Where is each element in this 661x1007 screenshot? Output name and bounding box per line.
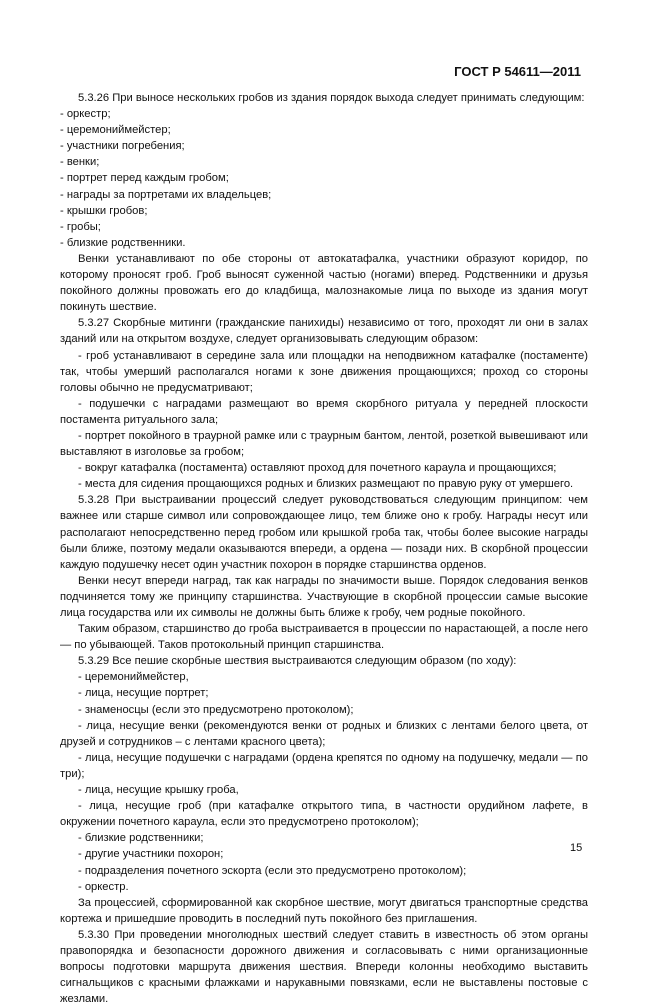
list-item: - лица, несущие гроб (при катафалке открытого типа, в частности орудийном лафете, в окружении почетного караула, если это предусмотрено протоколом); — [60, 800, 588, 829]
list-item: - портрет покойного в траурной рамке или с траурным бантом, лентой, розеткой вывешивают или выставляют в изголовье за гробом; — [60, 429, 588, 459]
list-item: - оркестр. — [78, 880, 129, 893]
paragraph: 5.3.26 При выносе нескольких гробов из здания порядок выхода следует принимать следующим: — [78, 92, 585, 104]
list-item: - награды за портретами их владельцев; — [60, 188, 272, 201]
list-item: - лица, несущие венки (рекомендуются венки от родных и близких с лентами белого цвета, от друзей и сотрудников – с лентами красного цвета); — [60, 719, 588, 748]
list-item: - лица, несущие подушечки с наградами (ордена крепятся по одному на подушечку, медали — по три); — [60, 751, 588, 780]
list-item: - крышки гробов; — [60, 204, 148, 217]
paragraph: 5.3.28 При выстраивании процессий следует руководствоваться следующим принципом: чем важнее или старше символ или сопровождающее лицо, тем ближе оно к гробу. Награды несут или располагают непосредственно перед гробом или крышкой гроба так, чтобы более высокие награды были ближе, поэтому медали оказываются впереди, а ордена — позади них. В скорбной процессии каждую подушечку несет один участник похорон в порядке старшинства орденов. — [60, 494, 588, 571]
list-item: - места для сидения прощающихся родных и близких размещают по правую руку от умершего. — [78, 478, 574, 491]
list-item: - церемониймейстер; — [60, 124, 171, 137]
document-id: ГОСТ Р 54611—2011 — [454, 64, 581, 79]
list-item: - подразделения почетного эскорта (если это предусмотрено протоколом); — [78, 864, 467, 877]
list-item: - другие участники похорон; — [78, 848, 224, 861]
paragraph: Венки устанавливают по обе стороны от автокатафалка, участники образуют коридор, по которому проносят гроб. Гроб выносят суженной частью (ногами) вперед. Родственники и друзья покойного должны провожать его до кладбища, малознакомые лица по выходе из здания могут покинуть шествие. — [60, 252, 588, 314]
list-item: - подушечки с наградами размещают во время скорбного ритуала у передней плоскости постамента ритуального зала; — [60, 397, 588, 426]
list-item: - оркестр; — [60, 108, 111, 121]
list-item: - гробы; — [60, 220, 101, 233]
list-item: - вокруг катафалка (постамента) оставляют проход для почетного караула и прощающихся; — [78, 462, 557, 475]
list-item: - лица, несущие портрет; — [78, 687, 209, 700]
list-item: - венки; — [60, 156, 100, 169]
page-number: 15 — [570, 842, 583, 854]
paragraph: Таким образом, старшинство до гроба выстраивается в процессии по нарастающей, а после него — по убывающей. Таков протокольный принцип старшинства. — [60, 623, 588, 652]
list-item: - церемониймейстер, — [78, 671, 189, 684]
list-item: - участники погребения; — [60, 140, 185, 153]
paragraph: 5.3.27 Скорбные митинги (гражданские панихиды) независимо от того, проходят ли они в залах зданий или на открытом воздухе, следует организовывать следующим образом: — [60, 317, 588, 346]
paragraph: 5.3.29 Все пешие скорбные шествия выстраиваются следующим образом (по ходу): — [78, 655, 517, 668]
paragraph: За процессией, сформированной как скорбное шествие, могут двигаться транспортные средства кортежа и пришедшие проводить в последний путь покойного без приглашения. — [60, 896, 588, 925]
paragraph: 5.3.30 При проведении многолюдных шествий следует ставить в известность об этом органы правопорядка и безопасности дорожного движения и согласовывать с ними организационные вопросы подготовки маршрута движения шествия. Впереди колонны необходимо выставить сигнальщиков с красными флажками и нарукавными повязками, если не выставлены постовые с жезлами. — [60, 928, 588, 1006]
list-item: - близкие родственники; — [78, 832, 204, 845]
document-body — [60, 90, 588, 1007]
list-item: - портрет перед каждым гробом; — [60, 172, 229, 185]
paragraph: Венки несут впереди наград, так как награды по значимости выше. Порядок следования венков подчиняется тому же принципу старшинства. Участвующие в скорбной процессии самые высокие лица государства или их символы не должны быть ближе к гробу, чем родные покойного. — [60, 574, 588, 619]
list-item: - знаменосцы (если это предусмотрено протоколом); — [78, 703, 354, 716]
list-item: - близкие родственники. — [60, 236, 186, 249]
list-item: - лица, несущие крышку гроба, — [78, 784, 239, 797]
list-item: - гроб устанавливают в середине зала или площадки на неподвижном катафалке (постаменте) так, чтобы умерший располагался ногами к зоне движения прощающихся; проход со стороны головы обычно не предусматривают; — [60, 349, 588, 394]
